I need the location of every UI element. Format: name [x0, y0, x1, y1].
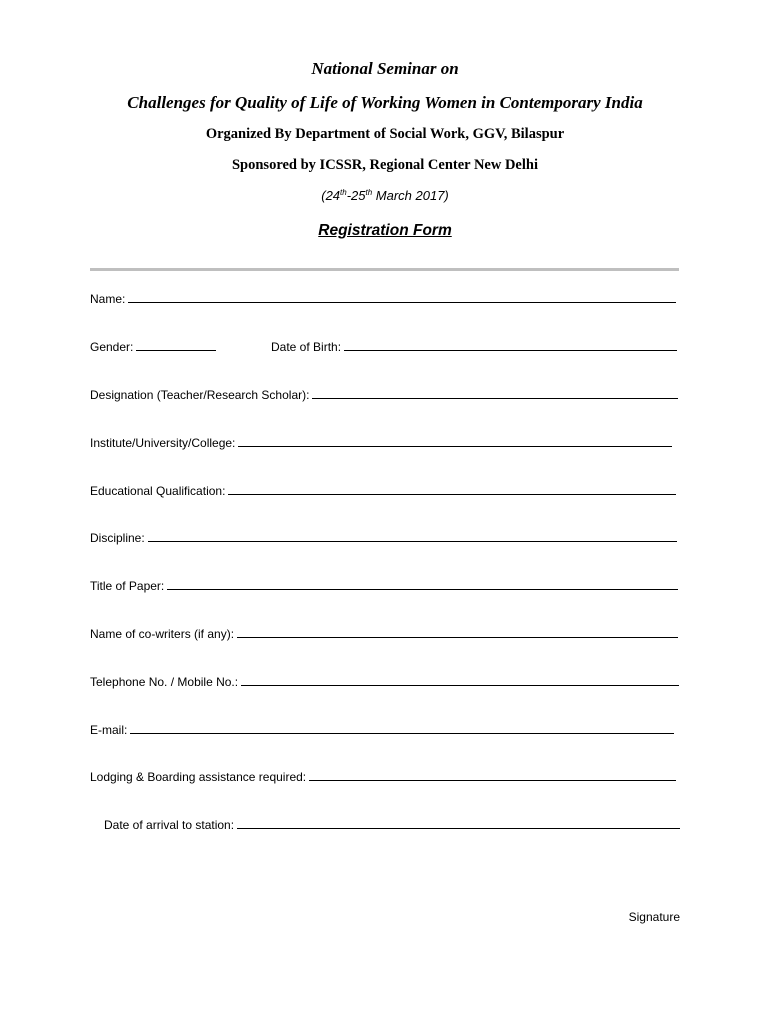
- form-title: Registration Form: [318, 222, 452, 239]
- dob-label: Date of Birth:: [271, 340, 342, 354]
- telephone-field[interactable]: [90, 671, 679, 689]
- co-writers-label: Name of co-writers (if any):: [90, 627, 235, 641]
- email-label: E-mail:: [90, 723, 128, 737]
- email-blank[interactable]: [130, 732, 674, 734]
- sponsor-line: Sponsored by ICSSR, Regional Center New Delhi: [231, 157, 538, 173]
- dob-field[interactable]: [271, 336, 677, 354]
- telephone-blank[interactable]: [241, 684, 679, 686]
- lodging-blank[interactable]: [309, 779, 676, 781]
- organizer-line: Organized By Department of Social Work, GGV, Bilaspur: [205, 126, 565, 142]
- lodging-label: Lodging & Boarding assistance required:: [90, 770, 307, 784]
- title-of-paper-field[interactable]: [90, 575, 678, 593]
- email-field[interactable]: [90, 719, 674, 737]
- qualification-field[interactable]: [90, 480, 676, 498]
- discipline-label: Discipline:: [90, 531, 145, 545]
- gender-blank[interactable]: [136, 349, 216, 351]
- title-of-paper-blank[interactable]: [167, 588, 678, 590]
- designation-label: Designation (Teacher/Research Scholar):: [90, 388, 310, 402]
- telephone-label: Telephone No. / Mobile No.:: [90, 675, 239, 689]
- seminar-theme: Challenges for Quality of Life of Working Women in Contemporary India: [127, 93, 643, 112]
- qualification-label: Educational Qualification:: [90, 484, 226, 498]
- arrival-date-blank[interactable]: [237, 827, 680, 829]
- dates-open: (24: [321, 188, 341, 203]
- lodging-field[interactable]: [90, 766, 676, 784]
- dates-sup2: th: [365, 188, 373, 197]
- discipline-blank[interactable]: [148, 540, 677, 542]
- co-writers-field[interactable]: [90, 623, 678, 641]
- designation-blank[interactable]: [312, 397, 678, 399]
- arrival-date-field[interactable]: [104, 814, 680, 832]
- name-field[interactable]: [90, 288, 676, 306]
- gender-label: Gender:: [90, 340, 134, 354]
- name-label: Name:: [90, 292, 126, 306]
- dates-close: March 2017): [372, 188, 449, 203]
- dates-sup1: th: [340, 188, 347, 197]
- dates-mid: -25: [346, 188, 366, 203]
- dob-blank[interactable]: [344, 349, 677, 351]
- institute-field[interactable]: [90, 432, 672, 450]
- designation-field[interactable]: [90, 384, 678, 402]
- co-writers-blank[interactable]: [237, 636, 678, 638]
- seminar-heading: National Seminar on: [311, 59, 459, 78]
- title-of-paper-label: Title of Paper:: [90, 579, 165, 593]
- gender-field[interactable]: [90, 336, 216, 354]
- seminar-dates: [0, 188, 770, 203]
- signature-label: Signature: [628, 910, 680, 924]
- institute-label: Institute/University/College:: [90, 436, 236, 450]
- institute-blank[interactable]: [238, 445, 672, 447]
- arrival-date-label: Date of arrival to station:: [104, 818, 235, 832]
- discipline-field[interactable]: [90, 527, 677, 545]
- qualification-blank[interactable]: [228, 493, 676, 495]
- header-divider: [90, 268, 679, 271]
- name-blank[interactable]: [128, 301, 676, 303]
